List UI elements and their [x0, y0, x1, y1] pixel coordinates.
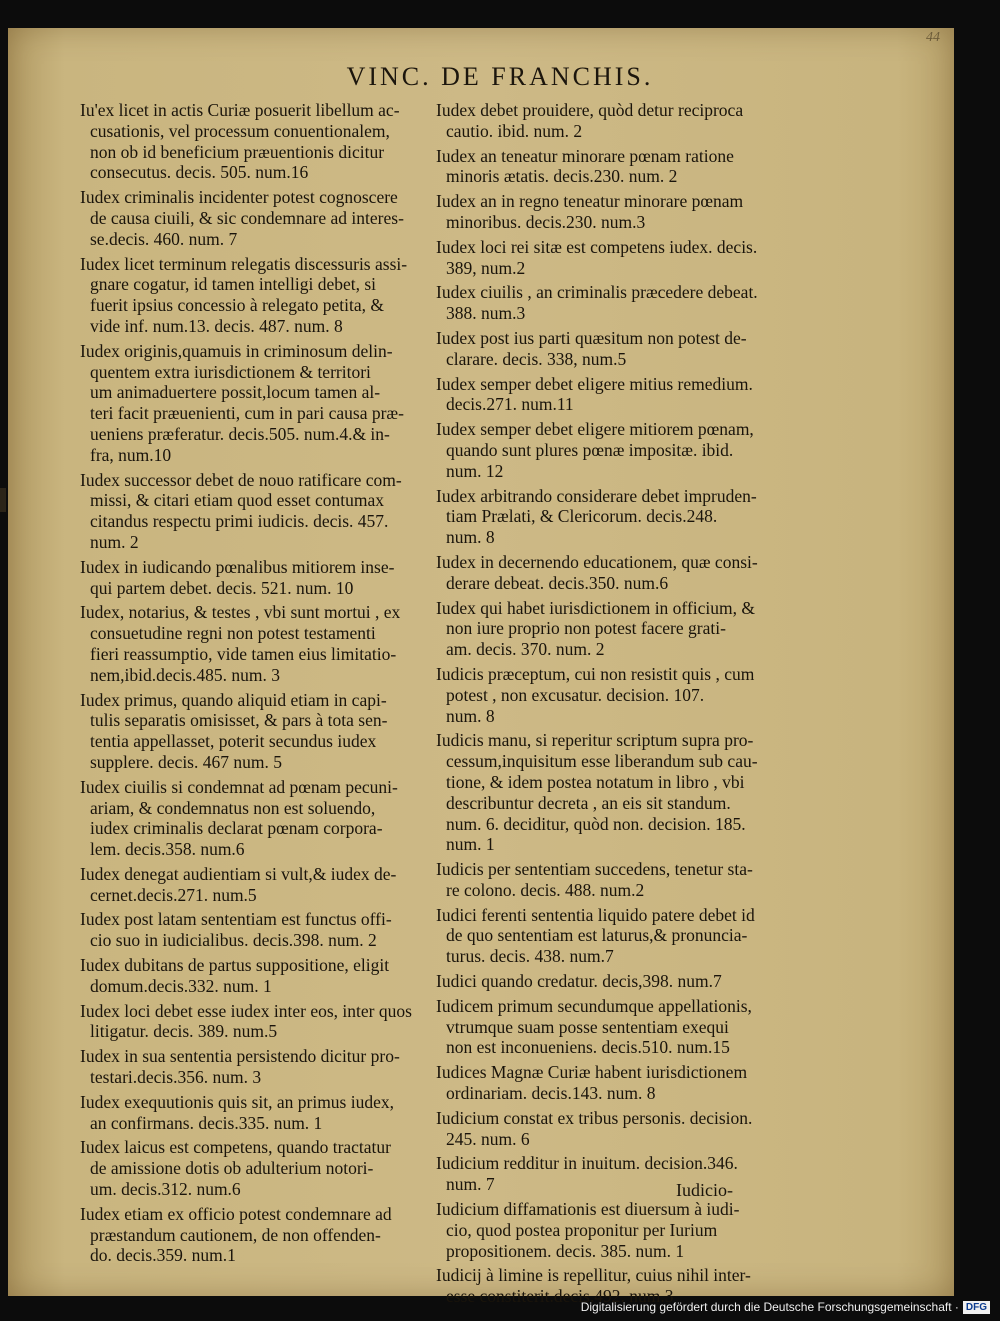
index-entry-line: cautio. ibid. num. 2	[446, 120, 583, 141]
index-entry-line: cernet.decis.271. num.5	[90, 884, 257, 905]
index-entry-line: cusationis, vel processum conuentionalem,	[90, 120, 390, 141]
index-entry-line: litigatur. decis. 389. num.5	[90, 1021, 278, 1042]
index-entry-line: Iudex licet terminum relegatis discessuris assi-	[80, 253, 408, 274]
index-entry-line: domum.decis.332. num. 1	[90, 975, 272, 996]
index-entry-line: derare debeat. decis.350. num.6	[446, 572, 669, 593]
index-entry-line: fra, num.10	[90, 444, 172, 465]
index-entry	[80, 100, 432, 183]
index-entry	[436, 1153, 786, 1195]
index-entry-line: um animaduertere possit,locum tamen al-	[90, 382, 381, 403]
index-entry-line: Iudicium diffamationis est diuersum à iudi-	[436, 1199, 740, 1220]
index-entry-line: non est inconueniens. decis.510. num.15	[446, 1037, 730, 1058]
index-entry	[80, 1046, 432, 1088]
index-entry-line: tione, & idem postea notatum in libro , vbi	[446, 771, 745, 792]
index-entry-line: minoribus. decis.230. num.3	[446, 211, 646, 232]
index-entry-line: 245. num. 6	[446, 1128, 530, 1149]
index-entry-line: Iudex loci rei sitæ est competens iudex. decis.	[436, 236, 758, 257]
index-entry	[80, 1204, 432, 1266]
index-entry-line: Iudex debet prouidere, quòd detur reciproca	[436, 100, 744, 120]
index-entry-line: vtrumque suam posse sententiam exequi	[446, 1016, 729, 1037]
index-entry	[436, 146, 786, 188]
index-entry-line: Iudicij à limine is repellitur, cuius nihil inter-	[436, 1265, 751, 1286]
index-entry-line: Iudex, notarius, & testes , vbi sunt mortui , ex	[80, 602, 401, 623]
index-entry-line: iudex criminalis declarat pœnam corpora-	[90, 818, 383, 839]
index-entry-line: ueniens præferatur. decis.505. num.4.& in-	[90, 423, 390, 444]
index-entry-line: Iudex etiam ex officio potest condemnare ad	[80, 1203, 392, 1224]
index-entry	[80, 602, 432, 685]
index-entry-line: nem,ibid.decis.485. num. 3	[90, 664, 281, 685]
index-entry	[80, 341, 432, 466]
index-entry-line: ariam, & condemnatus non est soluendo,	[90, 797, 376, 818]
index-entry-line: turus. decis. 438. num.7	[446, 946, 614, 967]
index-entry-line: 388. num.3	[446, 303, 526, 324]
index-entry-line: Iudex qui habet iurisdictionem in officium, &	[436, 597, 755, 618]
index-entry	[80, 909, 432, 951]
index-entry-line: gnare cogatur, id tamen intelligi debet, si	[90, 274, 377, 295]
index-entry-line: Iudex semper debet eligere mitiorem pœnam,	[436, 419, 754, 440]
index-entry-line: potest , non excusatur. decision. 107.	[446, 684, 705, 705]
index-entry-line: Iudex ciuilis si condemnat ad pœnam pecuni-	[80, 776, 398, 797]
index-entry	[436, 996, 786, 1058]
index-entry-line: consecutus. decis. 505. num.16	[90, 162, 309, 183]
index-entry-line: de amissione dotis ob adulterium notori-	[90, 1158, 374, 1179]
index-entry-line: qui partem debet. decis. 521. num. 10	[90, 577, 354, 598]
index-entry	[436, 374, 786, 416]
index-entry-line: Iudicis per sententiam succedens, tenetur sta-	[436, 859, 753, 880]
index-entry-line: consuetudine regni non potest testamenti	[90, 623, 376, 644]
index-entry-line: Iudex criminalis incidenter potest cognoscere	[80, 187, 398, 208]
index-entry-line: Iudex in sua sententia persistendo dicitur pro-	[80, 1046, 400, 1067]
index-entry	[436, 730, 786, 855]
index-entry	[436, 971, 786, 992]
index-entry-line: præstandum cautionem, de non offenden-	[90, 1224, 381, 1245]
index-entry-line: Iudex post ius parti quæsitum non potest de-	[436, 327, 747, 348]
index-entry-line: um. decis.312. num.6	[90, 1179, 241, 1200]
index-entry-line: Iudicium redditur in inuitum. decision.346.	[436, 1153, 738, 1174]
index-entry-line: 389, num.2	[446, 257, 526, 278]
index-entry-line: Iudex an teneatur minorare pœnam ratione	[436, 145, 734, 166]
index-entry-line: cessum,inquisitum esse liberandum sub cau-	[446, 751, 758, 772]
index-entry-line: Iudex dubitans de partus suppositione, eligit	[80, 955, 390, 976]
index-entry-line: non ob id beneficium præuentionis dicitur	[90, 141, 385, 162]
index-entry-line: Iudex exequutionis quis sit, an primus iudex,	[80, 1091, 394, 1112]
index-entry	[80, 864, 432, 906]
catchword: Iudicio-	[676, 1180, 733, 1200]
index-entry	[80, 1001, 432, 1043]
index-entry-line: decis.271. num.11	[446, 394, 574, 415]
index-entry-line: Iudici quando credatur. decis,398. num.7	[436, 971, 722, 992]
index-entry-line: testari.decis.356. num. 3	[90, 1067, 262, 1088]
index-entry-line: Iudex primus, quando aliquid etiam in capi-	[80, 689, 387, 710]
index-entry-line: Iudicis præceptum, cui non resistit quis , cum	[436, 663, 755, 684]
index-entry-line: Iudici ferenti sententia liquido patere debet id	[436, 904, 755, 925]
index-entry	[80, 1137, 432, 1199]
index-entry-line: minoris ætatis. decis.230. num. 2	[446, 166, 678, 187]
index-entry	[436, 1062, 786, 1104]
index-entry-line: Iudex ciuilis , an criminalis præcedere debeat.	[436, 282, 758, 303]
index-entry	[80, 1092, 432, 1134]
index-column-right	[436, 100, 786, 1311]
index-entry-line: vide inf. num.13. decis. 487. num. 8	[90, 315, 343, 336]
index-entry-line: cio, quod postea proponitur per Iurium	[446, 1219, 718, 1240]
index-entry-line: esse constiterit.decis.492. num.3	[446, 1286, 674, 1307]
page-edge-mark	[0, 488, 6, 512]
dfg-logo: DFG	[963, 1301, 990, 1314]
index-entry-line: propositionem. decis. 385. num. 1	[446, 1240, 685, 1261]
index-entry-line: Iu'ex licet in actis Curiæ posuerit libellum ac-	[80, 100, 400, 120]
index-entry-line: quando sunt plures pœnæ impositæ. ibid.	[446, 439, 734, 460]
index-entry	[436, 100, 786, 142]
index-entry	[80, 690, 432, 773]
index-entry-line: Iudex in decernendo educationem, quæ consi-	[436, 551, 758, 572]
index-entry	[436, 191, 786, 233]
index-entry-line: num. 8	[446, 705, 495, 726]
index-entry	[80, 254, 432, 337]
index-entry-line: citandus respectu primi iudicis. decis. 457.	[90, 511, 389, 532]
index-entry-line: Iudex in iudicando pœnalibus mitiorem inse-	[80, 556, 395, 577]
index-entry	[436, 859, 786, 901]
index-entry-line: tentia appellasset, poterit secundus iudex	[90, 731, 377, 752]
index-entry	[436, 1199, 786, 1261]
index-entry	[80, 955, 432, 997]
index-entry	[436, 328, 786, 370]
index-entry-line: Iudicis manu, si reperitur scriptum supra pro-	[436, 730, 754, 751]
index-entry-line: Iudex loci debet esse iudex inter eos, inter quos	[80, 1000, 412, 1021]
index-entry-line: re colono. decis. 488. num.2	[446, 879, 645, 900]
index-entry-line: Iudicem primum secundumque appellationis,	[436, 995, 752, 1016]
index-entry-line: fieri reassumptio, vide tamen eius limitatio-	[90, 643, 397, 664]
index-entry	[436, 664, 786, 726]
index-entry-line: de causa ciuili, & sic condemnare ad interes-	[90, 207, 404, 228]
index-entry-line: num. 8	[446, 527, 495, 548]
index-entry	[80, 557, 432, 599]
index-entry-line: tulis separatis omisisset, & pars à tota sen-	[90, 710, 388, 731]
index-entry	[80, 470, 432, 553]
index-entry-line: num. 2	[90, 531, 139, 552]
index-entry-line: Iudicium constat ex tribus personis. decision.	[436, 1107, 753, 1128]
index-entry-line: Iudex denegat audientiam si vult,& iudex de-	[80, 863, 397, 884]
index-entry-line: lem. decis.358. num.6	[90, 839, 245, 860]
index-entry-line: Iudex successor debet de nouo ratificare com-	[80, 469, 402, 490]
index-entry	[436, 419, 786, 481]
index-entry	[436, 486, 786, 548]
digitization-footer	[581, 1300, 990, 1314]
index-entry-line: quentem extra iurisdictionem & territori	[90, 361, 371, 382]
index-entry	[436, 905, 786, 967]
index-entry	[436, 282, 786, 324]
index-entry-line: de quo sententiam est laturus,& pronuncia-	[446, 925, 748, 946]
index-entry-line: Iudex an in regno teneatur minorare pœnam	[436, 191, 744, 212]
index-entry-line: ordinariam. decis.143. num. 8	[446, 1083, 656, 1104]
index-entry	[436, 237, 786, 279]
index-entry	[436, 1108, 786, 1150]
index-entry-line: Iudices Magnæ Curiæ habent iurisdictionem	[436, 1062, 748, 1083]
index-entry-line: Iudex semper debet eligere mitius remedium.	[436, 373, 753, 394]
index-entry	[80, 777, 432, 860]
index-entry-line: tiam Prælati, & Clericorum. decis.248.	[446, 506, 718, 527]
index-column-left	[80, 100, 432, 1270]
index-entry-line: an confirmans. decis.335. num. 1	[90, 1112, 323, 1133]
index-entry-line: teri facit præuenienti, cum in pari causa præ-	[90, 403, 404, 424]
footer-credit: Digitalisierung gefördert durch die Deutsche Forschungsgemeinschaft ·	[580, 1300, 959, 1314]
index-entry-line: num. 1	[446, 834, 495, 855]
index-entry-line: Iudex originis,quamuis in criminosum delin-	[80, 340, 393, 361]
index-entry-line: non iure proprio non potest facere grati-	[446, 618, 726, 639]
index-entry-line: num. 6. deciditur, quòd non. decision. 185.	[446, 813, 746, 834]
index-entry-line: cio suo in iudicialibus. decis.398. num. 2	[90, 930, 377, 951]
index-entry-line: am. decis. 370. num. 2	[446, 639, 605, 660]
page-corner-mark: 44	[926, 30, 940, 45]
running-head: VINC. DE FRANCHIS.	[346, 62, 654, 91]
index-entry-line: Iudex arbitrando considerare debet impruden-	[436, 485, 757, 506]
index-entry	[436, 598, 786, 660]
index-entry-line: do. decis.359. num.1	[90, 1245, 236, 1266]
index-entry-line: supplere. decis. 467 num. 5	[90, 751, 282, 772]
index-entry	[436, 552, 786, 594]
index-entry-line: describuntur decreta , an eis sit standum.	[446, 792, 731, 813]
index-entry-line: Iudex laicus est competens, quando tractatur	[80, 1137, 392, 1158]
index-entry-line: Iudex post latam sententiam est functus offi-	[80, 909, 392, 930]
index-entry-line: clarare. decis. 338, num.5	[446, 348, 627, 369]
index-entry-line: num. 7	[446, 1174, 495, 1195]
index-entry-line: fuerit ipsius concessio à relegato petita, &	[90, 295, 385, 316]
index-entry	[80, 187, 432, 249]
index-entry-line: se.decis. 460. num. 7	[90, 228, 238, 249]
index-entry-line: num. 12	[446, 460, 504, 481]
index-entry-line: missi, & citari etiam quod esset contumax	[90, 490, 385, 511]
